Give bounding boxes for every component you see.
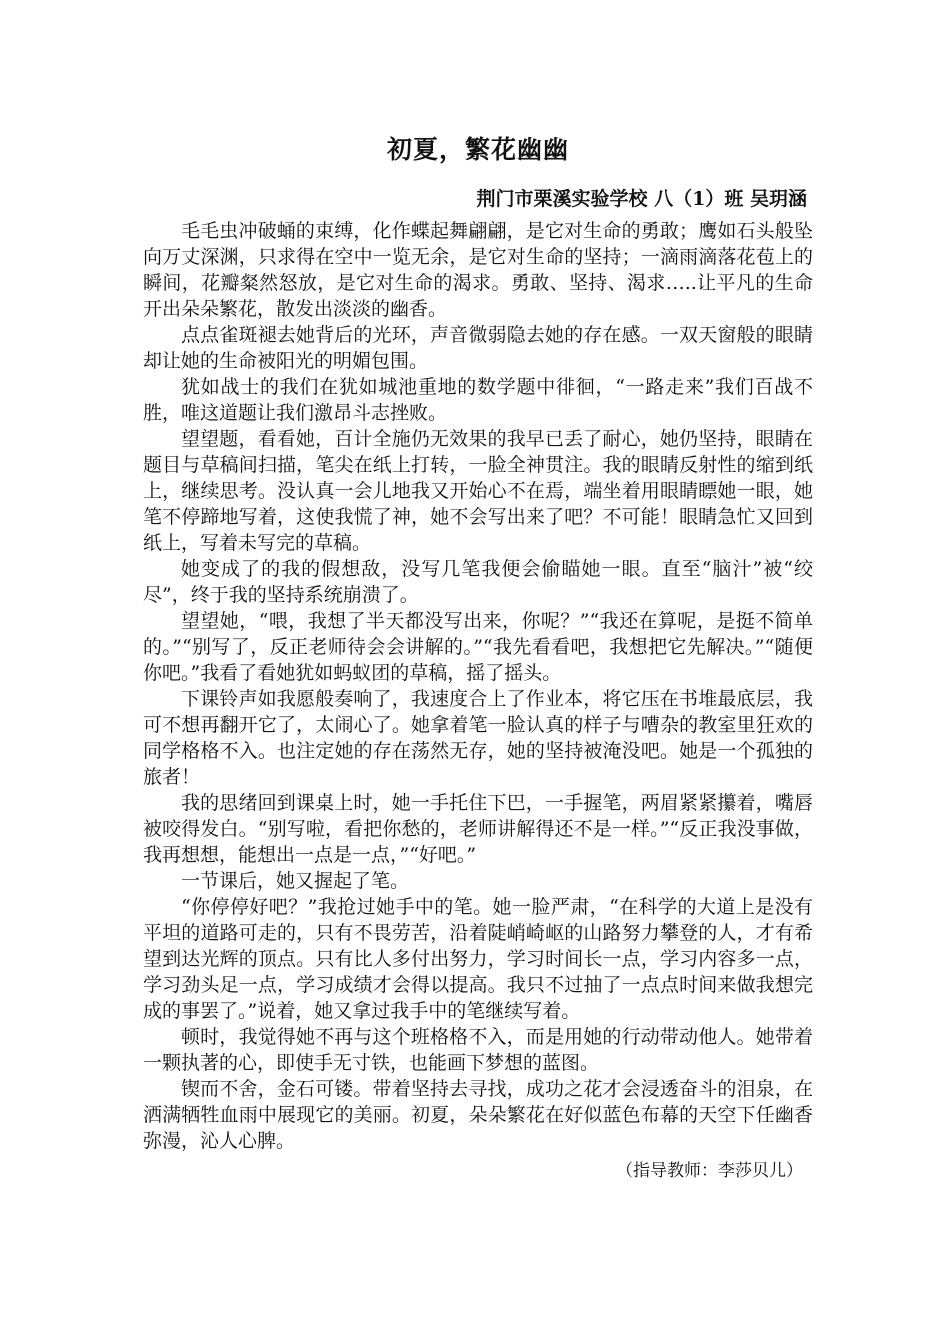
paragraph: 我的思绪回到课桌上时，她一手托住下巴，一手握笔，两眉紧紧攥着，嘴唇被咬得发白。“别写啦，看把你愁的，老师讲解得还不是一样。”“反正我没事做，我再想想，能想出一点是一点，”“好吧。” bbox=[143, 792, 813, 866]
article-title: 初夏，繁花幽幽 bbox=[386, 135, 569, 164]
paragraph: “你停停好吧？”我抢过她手中的笔。她一脸严肃，“在科学的大道上是没有平坦的道路可走的，只有不畏劳苦，沿着陡峭崎岖的山路努力攀登的人，才有希望到达光辉的顶点。只有比人多付出努力，学习时间长一点，学习内容多一点，学习劲头足一点，学习成绩才会得以提高。我只不过抽了一点点时间来做我想完成的事罢了。”说着，她又拿过我手中的笔继续写着。 bbox=[143, 896, 813, 1022]
paragraph: 锲而不舍，金石可镂。带着坚持去寻找，成功之花才会浸透奋斗的泪泉，在洒满牺牲血雨中展现它的美丽。初夏，朵朵繁花在好似蓝色布幕的天空下任幽香弥漫，沁人心脾。 bbox=[143, 1078, 813, 1152]
paragraph: 下课铃声如我愿般奏响了，我速度合上了作业本，将它压在书堆最底层，我可不想再翻开它了，太闹心了。她拿着笔一脸认真的样子与嘈杂的教室里狂欢的同学格格不入。也注定她的存在荡然无存，她的坚持被淹没吧。她是一个孤独的旅者！ bbox=[143, 688, 813, 788]
paragraph: 她变成了的我的假想敌，没写几笔我便会偷瞄她一眼。直至“脑汁”被“绞尽”，终于我的坚持系统崩溃了。 bbox=[143, 558, 813, 606]
paragraph: 望望她，“喂，我想了半天都没写出来，你呢？”“我还在算呢，是挺不简单的。”“别写了，反正老师待会会讲解的。”“我先看看吧，我想把它先解决。”“随便你吧。”我看了看她犹如蚂蚁团的草稿，摇了摇头。 bbox=[143, 610, 813, 684]
paragraph: 一节课后，她又握起了笔。 bbox=[181, 870, 410, 892]
article-body bbox=[143, 218, 813, 1154]
paragraph: 犹如战士的我们在犹如城池重地的数学题中徘徊，“一路走来”我们百战不胜，唯这道题让我们激昂斗志挫败。 bbox=[143, 376, 813, 424]
paragraph: 点点雀斑褪去她背后的光环，声音微弱隐去她的存在感。一双天窗般的眼睛却让她的生命被阳光的明媚包围。 bbox=[143, 324, 813, 372]
paragraph: 毛毛虫冲破蛹的束缚，化作蝶起舞翩翩，是它对生命的勇敢；鹰如石头般坠向万丈深渊，只求得在空中一览无余，是它对生命的坚持；一滴雨滴落花苞上的瞬间，花瓣粲然怒放，是它对生命的渴求。勇敢、坚持、渴求…..让平凡的生命开出朵朵繁花，散发出淡淡的幽香。 bbox=[143, 220, 813, 320]
article bbox=[143, 130, 813, 1184]
paragraph: 望望题，看看她，百计全施仍无效果的我早已丢了耐心，她仍坚持，眼睛在题目与草稿间扫描，笔尖在纸上打转，一脸全神贯注。我的眼睛反射性的缩到纸上，继续思考。没认真一会儿地我又开始心不在焉，端坐着用眼睛瞟她一眼，她笔不停蹄地写着，这使我慌了神，她不会写出来了吧？不可能！眼睛急忙又回到纸上，写着未写完的草稿。 bbox=[143, 428, 813, 554]
paragraph: 顿时，我觉得她不再与这个班格格不入，而是用她的行动带动他人。她带着一颗执著的心，即使手无寸铁，也能画下梦想的蓝图。 bbox=[143, 1026, 813, 1074]
author-byline: 荆门市栗溪实验学校 八（1）班 吴玥涵 bbox=[476, 188, 807, 210]
teacher-note: （指导教师：李莎贝儿） bbox=[616, 1161, 803, 1181]
